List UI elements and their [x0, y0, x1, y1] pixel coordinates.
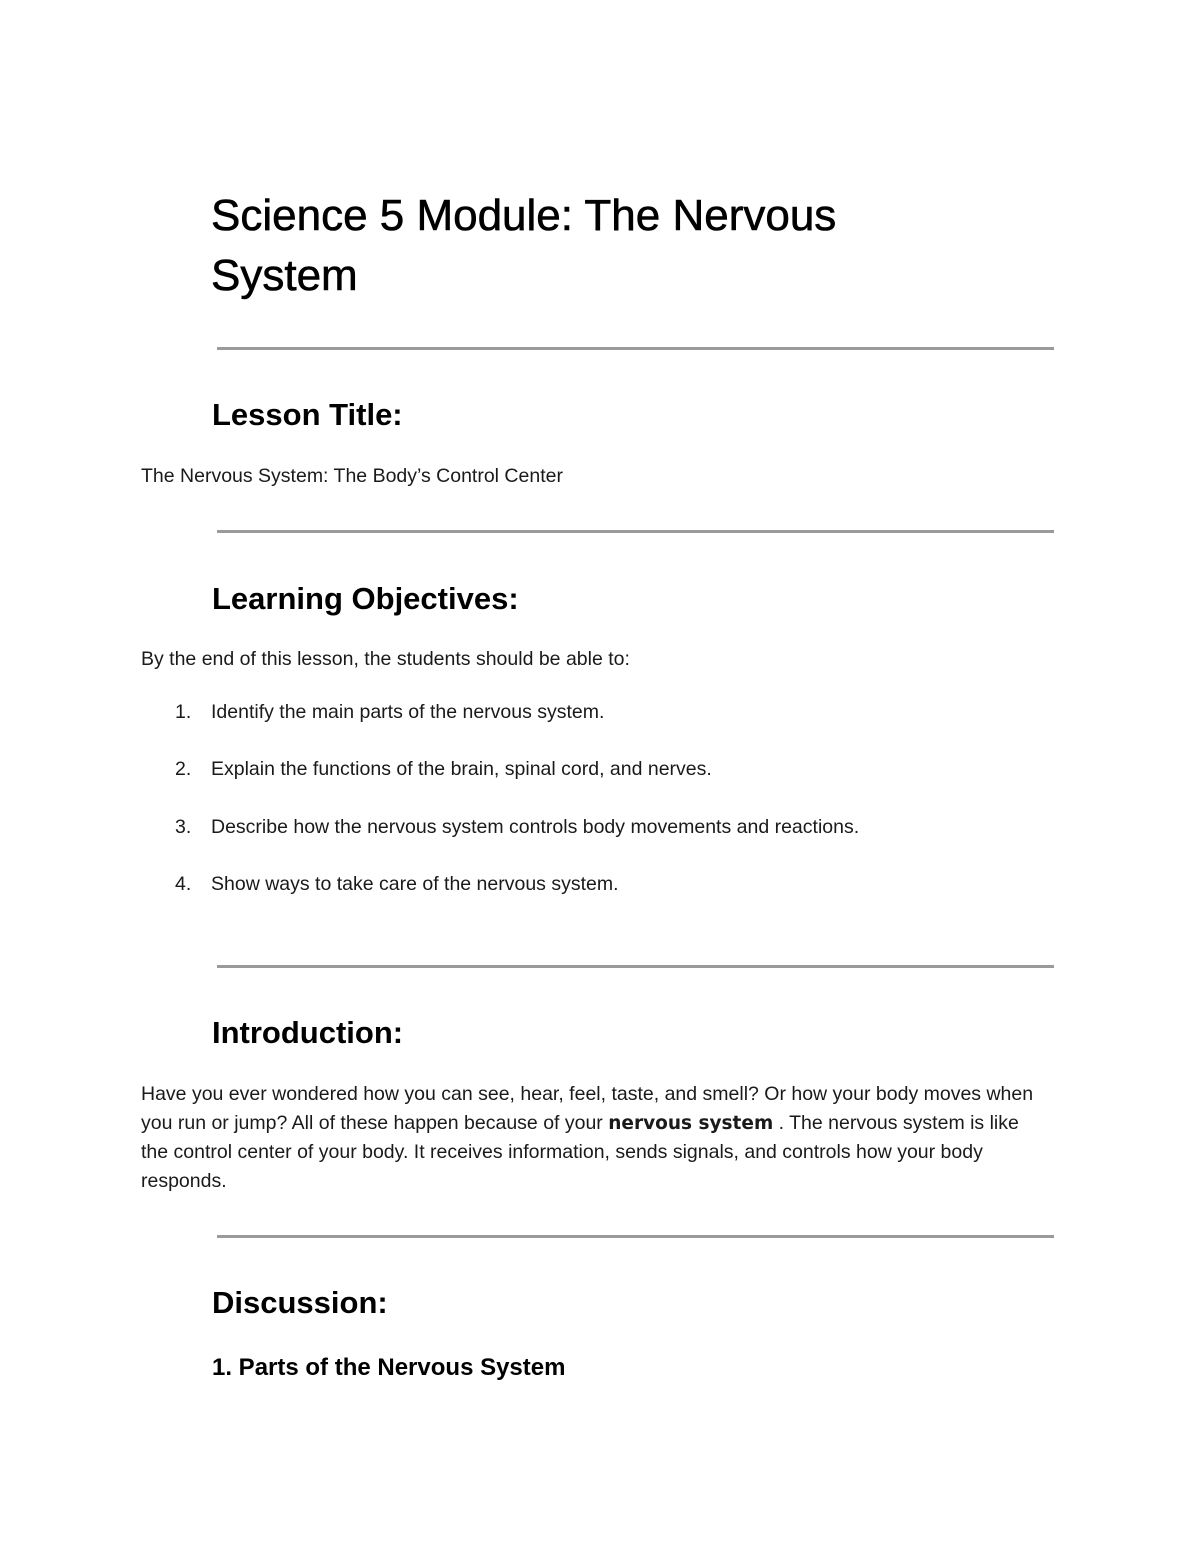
objective-item — [141, 871, 1041, 928]
introduction-heading: Introduction: — [212, 1015, 404, 1050]
section-divider — [217, 530, 1054, 533]
objective-number: 4. — [175, 872, 192, 895]
discussion-subheading: 1. Parts of the Nervous System — [212, 1354, 566, 1381]
objective-number: 1. — [175, 701, 192, 723]
discussion-heading: Discussion: — [212, 1285, 388, 1320]
objective-text: Describe how the nervous system controls body movements and reactions. — [211, 815, 860, 838]
introduction-paragraph — [141, 1080, 1041, 1195]
objective-item — [141, 699, 1041, 756]
lesson-title-text: The Nervous System: The Body’s Control Center — [141, 465, 563, 487]
objectives-list — [141, 699, 1041, 928]
objective-text: Identify the main parts of the nervous system. — [211, 701, 605, 723]
page-title: Science 5 Module: The Nervous System — [211, 191, 837, 300]
objective-item — [141, 814, 1041, 871]
section-divider — [217, 1235, 1054, 1238]
objective-text: Explain the functions of the brain, spinal cord, and nerves. — [211, 758, 712, 781]
bold-term: nervous system — [608, 1112, 774, 1134]
section-divider — [217, 347, 1054, 350]
objective-text: Show ways to take care of the nervous system. — [211, 872, 619, 895]
learning-objectives-intro: By the end of this lesson, the students should be able to: — [141, 648, 630, 670]
objective-number: 2. — [175, 758, 192, 781]
introduction-text-start: Have you ever wondered how you can see, hear, feel, taste, and smell? Or how your body moves when you run or jump? All of these happen because of your — [141, 1083, 1034, 1134]
objective-item — [141, 756, 1041, 813]
learning-objectives-heading: Learning Objectives: — [212, 581, 519, 616]
objective-number: 3. — [175, 815, 192, 838]
lesson-title-heading: Lesson Title: — [212, 397, 403, 432]
section-divider — [217, 965, 1054, 968]
introduction-text-end: . The nervous system is like the control center of your body. It receives information, sends signals, and controls how your body responds. — [141, 1111, 1019, 1192]
